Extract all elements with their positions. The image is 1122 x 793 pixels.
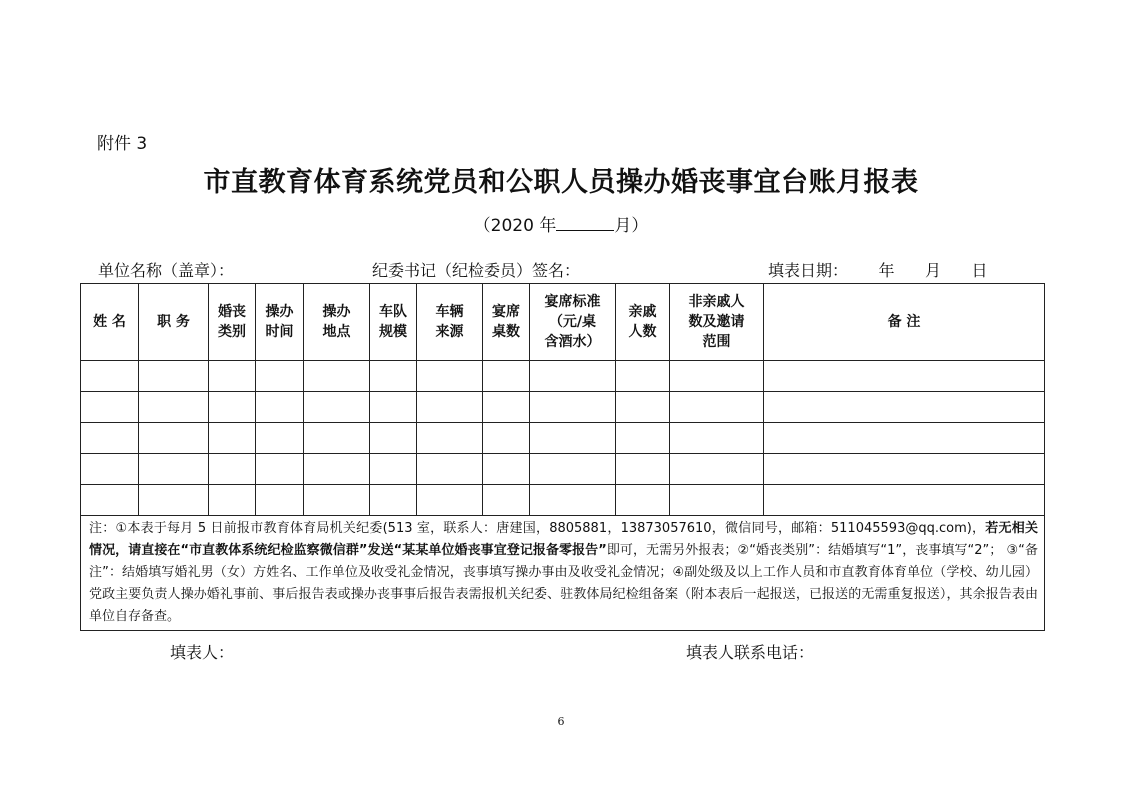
- table-cell[interactable]: [304, 423, 370, 454]
- column-header: 职 务: [139, 284, 209, 361]
- table-cell[interactable]: [417, 454, 483, 485]
- table-cell[interactable]: [370, 423, 417, 454]
- note-row: [81, 516, 1045, 631]
- table-cell[interactable]: [530, 361, 616, 392]
- table-cell[interactable]: [670, 423, 764, 454]
- table-row: [81, 485, 1045, 516]
- table-cell[interactable]: [304, 392, 370, 423]
- table-cell[interactable]: [616, 392, 670, 423]
- table-cell[interactable]: [616, 423, 670, 454]
- table-cell[interactable]: [483, 454, 530, 485]
- secretary-signature-label: 纪委书记（纪检委员）签名：: [372, 261, 581, 280]
- table-cell[interactable]: [256, 392, 304, 423]
- table-cell[interactable]: [139, 454, 209, 485]
- page-title: 市直教育体育系统党员和公职人员操办婚丧事宜台账月报表: [203, 167, 919, 198]
- table-cell[interactable]: [256, 361, 304, 392]
- ledger-table: [80, 283, 1045, 631]
- column-header: 备 注: [764, 284, 1045, 361]
- table-cell[interactable]: [209, 454, 256, 485]
- column-header: 宴席 桌数: [483, 284, 530, 361]
- note-cell: [81, 516, 1045, 631]
- table-cell[interactable]: [417, 392, 483, 423]
- table-cell[interactable]: [530, 454, 616, 485]
- note-text-1: 注：①本表于每月 5 日前报市教育体育局机关纪委(513 室，联系人：唐建国，8805881，13873057610，微信同号，邮箱：511045593@qq.com)，: [89, 521, 986, 536]
- table-cell[interactable]: [764, 485, 1045, 516]
- column-header: 操办 时间: [256, 284, 304, 361]
- table-cell[interactable]: [139, 361, 209, 392]
- table-cell[interactable]: [81, 485, 139, 516]
- filler-label: 填表人：: [170, 643, 235, 662]
- table-cell[interactable]: [304, 454, 370, 485]
- table-cell[interactable]: [139, 392, 209, 423]
- fill-date-label: 填表日期： 年 月 日: [768, 261, 988, 280]
- table-cell[interactable]: [417, 485, 483, 516]
- table-cell[interactable]: [483, 485, 530, 516]
- table-cell[interactable]: [139, 485, 209, 516]
- table-cell[interactable]: [616, 454, 670, 485]
- column-header: 姓 名: [81, 284, 139, 361]
- table-cell[interactable]: [256, 454, 304, 485]
- table-cell[interactable]: [370, 485, 417, 516]
- table-cell[interactable]: [256, 485, 304, 516]
- table-cell[interactable]: [81, 361, 139, 392]
- month-blank: [556, 215, 614, 231]
- table-cell[interactable]: [483, 361, 530, 392]
- table-cell[interactable]: [139, 423, 209, 454]
- table-cell[interactable]: [670, 361, 764, 392]
- table-cell[interactable]: [256, 423, 304, 454]
- report-period: [0, 211, 1122, 236]
- table-cell[interactable]: [670, 392, 764, 423]
- period-month: 月）: [614, 216, 649, 236]
- table-cell[interactable]: [764, 392, 1045, 423]
- table-cell[interactable]: [209, 485, 256, 516]
- table-cell[interactable]: [530, 423, 616, 454]
- table-cell[interactable]: [670, 454, 764, 485]
- table-row: [81, 361, 1045, 392]
- table-cell[interactable]: [483, 392, 530, 423]
- table-row: [81, 392, 1045, 423]
- table-cell[interactable]: [209, 361, 256, 392]
- table-cell[interactable]: [209, 392, 256, 423]
- attachment-label: 附件 3: [97, 134, 148, 154]
- table-cell[interactable]: [370, 454, 417, 485]
- table-cell[interactable]: [304, 361, 370, 392]
- table-cell[interactable]: [81, 392, 139, 423]
- table-row: [81, 454, 1045, 485]
- period-year: （2020 年: [473, 216, 557, 236]
- column-header: 操办 地点: [304, 284, 370, 361]
- table-cell[interactable]: [616, 485, 670, 516]
- table-cell[interactable]: [81, 423, 139, 454]
- column-header: 车辆 来源: [417, 284, 483, 361]
- column-header: 婚丧 类别: [209, 284, 256, 361]
- unit-name-label: 单位名称（盖章）：: [98, 261, 235, 280]
- table-cell[interactable]: [370, 361, 417, 392]
- note-text-2: 即可，无需另外报表；②“婚丧类别”：结婚填写“1”，丧事填写“2”； ③“备注”：结婚填写婚礼男（女）方姓名、工作单位及收受礼金情况，丧事填写操办事由及收受礼金情况；④副处级及以上工作人员和市直教育体育单位（学校、幼儿园）党政主要负责人操办婚礼事前、事后报告表或操办丧事事后报告表需报机关纪委、驻教体局纪检组备案（附本表后一起报送，已报送的无需重复报送），其余报告表由单位自存备查。: [89, 543, 1038, 624]
- table-cell[interactable]: [81, 454, 139, 485]
- table-cell[interactable]: [370, 392, 417, 423]
- table-cell[interactable]: [483, 423, 530, 454]
- page-number: 6: [557, 715, 565, 728]
- column-header: 车队 规模: [370, 284, 417, 361]
- table-cell[interactable]: [530, 392, 616, 423]
- table-cell[interactable]: [209, 423, 256, 454]
- column-header: 宴席标准 （元/桌 含酒水）: [530, 284, 616, 361]
- table-cell[interactable]: [670, 485, 764, 516]
- table-cell[interactable]: [417, 423, 483, 454]
- note-bold-text: 若无相关情况，请直接在“市直教体系统纪检监察微信群”发送“某某单位婚丧事宜登记报备零报告”: [89, 521, 1038, 558]
- column-header: 非亲戚人 数及邀请 范围: [670, 284, 764, 361]
- column-header: 亲戚 人数: [616, 284, 670, 361]
- filler-phone-label: 填表人联系电话：: [686, 643, 815, 662]
- table-cell[interactable]: [417, 361, 483, 392]
- table-cell[interactable]: [530, 485, 616, 516]
- table-cell[interactable]: [764, 423, 1045, 454]
- table-cell[interactable]: [616, 361, 670, 392]
- table-row: [81, 423, 1045, 454]
- table-cell[interactable]: [764, 361, 1045, 392]
- table-cell[interactable]: [304, 485, 370, 516]
- table-cell[interactable]: [764, 454, 1045, 485]
- table-header-row: [81, 284, 1045, 361]
